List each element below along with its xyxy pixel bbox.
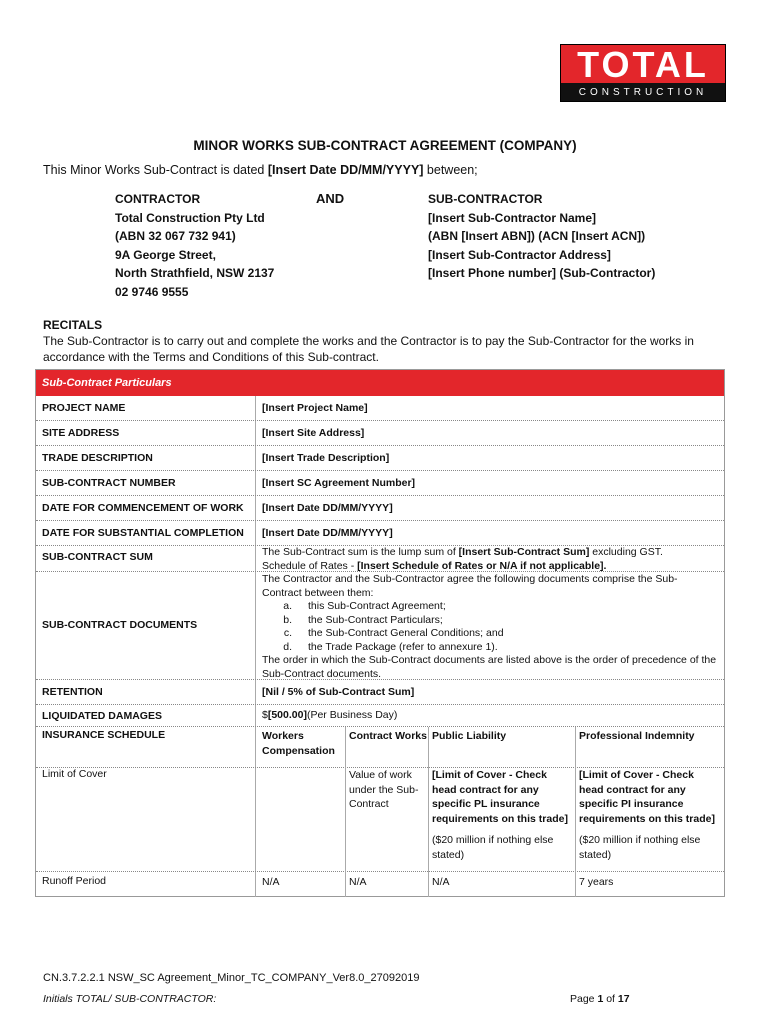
- row-label: SUB-CONTRACT DOCUMENTS: [42, 619, 198, 631]
- ins-header-cw: Contract Works: [349, 730, 427, 742]
- dated-prefix: This Minor Works Sub-Contract is dated: [43, 163, 268, 177]
- sum-description: [262, 546, 717, 573]
- ins-col-divider: [428, 727, 429, 897]
- row-label: Limit of Cover: [42, 768, 107, 780]
- row-label: DATE FOR SUBSTANTIAL COMPLETION: [42, 527, 244, 539]
- contractor-line: North Strathfield, NSW 2137: [115, 266, 275, 281]
- row-value: [Insert Date DD/MM/YYYY]: [262, 502, 393, 514]
- documents-intro: The Contractor and the Sub-Contractor agree the following documents comprise the Sub-Contract between them:: [262, 573, 678, 599]
- row-label: Runoff Period: [42, 875, 107, 887]
- table-row: [36, 496, 724, 521]
- row-value: [Insert Project Name]: [262, 402, 368, 414]
- and-label: AND: [316, 191, 345, 206]
- rates-value: [Insert Schedule of Rates or N/A if not applicable].: [357, 559, 607, 572]
- table-row: [36, 471, 724, 496]
- contractor-line: Total Construction Pty Ltd: [115, 210, 265, 225]
- logo-subtitle: CONSTRUCTION: [578, 87, 708, 98]
- row-value: [Insert SC Agreement Number]: [262, 477, 416, 489]
- document-title: MINOR WORKS SUB-CONTRACT AGREEMENT (COMPANY): [193, 138, 577, 153]
- subcontractor-line: [Insert Phone number] (Sub-Contractor): [428, 266, 656, 281]
- sum-amount: [Insert Sub-Contract Sum]: [458, 546, 590, 558]
- table-row: [36, 421, 724, 446]
- logo-wordmark: TOTAL: [561, 45, 725, 83]
- row-value: [Insert Date DD/MM/YYYY]: [262, 527, 393, 539]
- ld-value: $[500.00](Per Business Day): [262, 709, 398, 721]
- ins-header-pi: Professional Indemnity: [579, 730, 695, 742]
- rates-text: Schedule of Rates -: [262, 559, 358, 572]
- row-value: [Nil / 5% of Sub-Contract Sum]: [262, 686, 415, 698]
- dated-suffix: between;: [423, 163, 478, 177]
- row-label: SITE ADDRESS: [42, 427, 120, 439]
- contractor-line: 02 9746 9555: [115, 284, 189, 299]
- table-row-runoff: [36, 872, 724, 897]
- row-value: [Insert Trade Description]: [262, 452, 390, 464]
- ins-limit-pi: [Limit of Cover - Check head contract for any specific PI insurance requirements on this trade]: [579, 769, 715, 825]
- sum-text: The Sub-Contract sum is the lump sum of: [262, 546, 459, 558]
- initials-label: Initials TOTAL/ SUB-CONTRACTOR:: [43, 993, 217, 1005]
- row-label: LIQUIDATED DAMAGES: [42, 710, 162, 722]
- subcontractor-heading: SUB-CONTRACTOR: [428, 192, 543, 206]
- table-row-limit: [36, 768, 724, 872]
- table-row: [36, 396, 724, 421]
- table-row-insurance: [36, 727, 724, 768]
- runoff-wc: N/A: [262, 876, 280, 888]
- subcontractor-line: [Insert Sub-Contractor Name]: [428, 210, 597, 225]
- company-logo: [560, 44, 726, 102]
- list-item: b. the Sub-Contract Particulars;: [283, 613, 443, 626]
- document-reference: CN.3.7.2.2.1 NSW_SC Agreement_Minor_TC_COMPANY_Ver8.0_27092019: [43, 972, 420, 984]
- ins-limit-pl: [Limit of Cover - Check head contract for any specific PL insurance requirements on this trade]: [432, 769, 568, 825]
- ins-col-divider: [345, 727, 346, 897]
- dated-line: [43, 163, 478, 177]
- table-row-documents: [36, 572, 724, 680]
- particulars-heading: Sub-Contract Particulars: [36, 370, 724, 396]
- table-row: [36, 446, 724, 471]
- list-item: d. the Trade Package (refer to annexure 1).: [283, 640, 498, 653]
- particulars-table: [35, 369, 725, 897]
- contractor-line: 9A George Street,: [115, 247, 216, 262]
- row-value: [Insert Site Address]: [262, 427, 365, 439]
- page-number: Page 1 of 17: [570, 993, 630, 1005]
- list-item: c. the Sub-Contract General Conditions; and: [283, 627, 504, 639]
- recitals-text: The Sub-Contractor is to carry out and complete the works and the Contractor is to pay the Sub-Contractor for the works in accordance with the Terms and Conditions of this Sub-contract.: [43, 334, 694, 364]
- row-label: TRADE DESCRIPTION: [42, 452, 153, 464]
- ins-limit-pl-note: ($20 million if nothing else stated): [432, 834, 554, 861]
- row-label: RETENTION: [42, 686, 103, 698]
- row-label: DATE FOR COMMENCEMENT OF WORK: [42, 502, 244, 514]
- contractor-block: [115, 190, 274, 302]
- ins-col-divider: [575, 727, 576, 897]
- row-label: SUB-CONTRACT SUM: [42, 551, 153, 563]
- contractor-line: (ABN 32 067 732 941): [115, 229, 236, 244]
- ins-limit-cw: Value of work under the Sub-Contract: [349, 769, 419, 810]
- subcontractor-block: [428, 190, 655, 283]
- sum-text: excluding GST.: [589, 546, 663, 558]
- row-label: PROJECT NAME: [42, 402, 126, 414]
- ins-header-wc: Workers Compensation: [262, 730, 335, 757]
- documents-outro: The order in which the Sub-Contract documents are listed above is the order of precedence of the Sub-Contract documents.: [262, 654, 717, 680]
- table-row-retention: [36, 680, 724, 705]
- table-row-sum: [36, 546, 724, 572]
- ins-header-pl: Public Liability: [432, 730, 507, 742]
- recitals-heading: RECITALS: [43, 318, 103, 332]
- subcontractor-line: [Insert Sub-Contractor Address]: [428, 247, 611, 262]
- dated-date: [Insert Date DD/MM/YYYY]: [267, 163, 424, 177]
- runoff-pi: 7 years: [579, 876, 614, 888]
- documents-description: [262, 573, 717, 681]
- subcontractor-line: (ABN [Insert ABN]) (ACN [Insert ACN]): [428, 229, 646, 244]
- contractor-heading: CONTRACTOR: [115, 192, 201, 206]
- table-row-ld: [36, 705, 724, 727]
- table-row: [36, 521, 724, 546]
- row-label: INSURANCE SCHEDULE: [42, 729, 166, 741]
- list-item: a. this Sub-Contract Agreement;: [283, 600, 446, 612]
- ins-limit-pi-note: ($20 million if nothing else stated): [579, 834, 701, 861]
- row-label: SUB-CONTRACT NUMBER: [42, 477, 176, 489]
- runoff-cw: N/A: [349, 876, 367, 888]
- runoff-pl: N/A: [432, 876, 450, 888]
